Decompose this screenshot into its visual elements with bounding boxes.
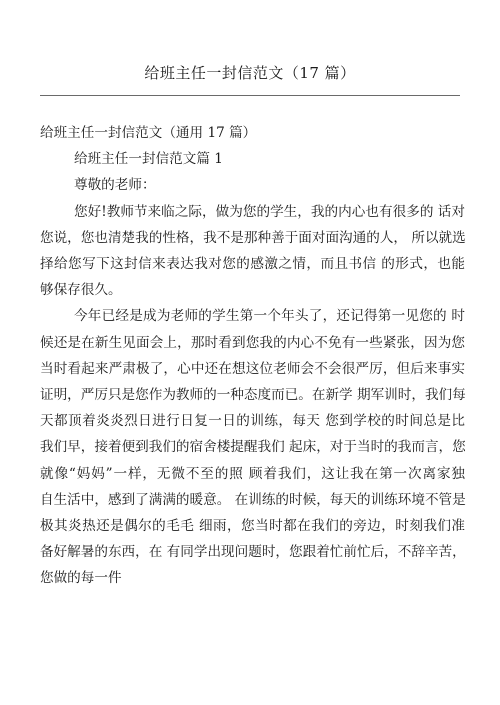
paragraph-line: 备好解暑的东西，在 有同学出现问题时，您跟着忙前忙后，不辞辛苦，	[40, 544, 466, 561]
paragraph-line: 我们早，接着便到我们的宿舍楼提醒我们 起床，对于当时的我而言，您	[40, 439, 466, 456]
document-body	[40, 120, 465, 592]
paragraph-line: 够保存很久。	[40, 282, 122, 299]
document-title: 给班主任一封信范文（通用 17 篇）	[40, 125, 257, 141]
salutation: 尊敬的老师：	[74, 177, 156, 194]
paragraph-line: 候还是在新生见面会上，那时看到您我的内心不免有一些紧张，因为您	[40, 334, 465, 351]
header-divider	[40, 95, 460, 96]
paragraph-line: 极其炎热还是偶尔的毛毛 细雨，您当时都在我们的旁边，时刻我们准	[40, 518, 465, 535]
page-header-title: 给班主任一封信范文（17 篇）	[144, 64, 356, 82]
paragraph-line: 您做的每一件	[40, 570, 122, 587]
paragraph-line: 当时看起来严肃极了，心中还在想这位老师会不会很严厉，但后来事实	[40, 360, 465, 377]
paragraph-line: 今年已经是成为老师的学生第一个年头了，还记得第一见您的 时	[74, 308, 465, 325]
section-title: 给班主任一封信范文篇 1	[74, 151, 223, 168]
paragraph-line: 择给您写下这封信来表达我对您的感激之情，而且书信 的形式，也能	[40, 256, 465, 273]
paragraph-2	[40, 303, 465, 591]
paragraph-line: 您好!教师节来临之际，做为您的学生，我的内心也有很多的 话对	[74, 203, 465, 220]
paragraph-line: 您说，您也清楚我的性格，我不是那种善于面对面沟通的人， 所以就选	[40, 229, 466, 246]
paragraph-line: 就像“妈妈”一样，无微不至的照 顾着我们，这让我在第一次离家独	[40, 465, 465, 482]
paragraph-line: 证明，严厉只是您作为教师的一种态度而已。在新学 期军训时，我们每	[40, 387, 466, 404]
paragraph-line: 自生活中，感到了满满的暖意。 在训练的时候，每天的训练环境不管是	[40, 491, 466, 508]
paragraph-1	[40, 199, 465, 304]
paragraph-line: 天都顶着炎炎烈日进行日复一日的训练，每天 您到学校的时间总是比	[40, 413, 465, 430]
